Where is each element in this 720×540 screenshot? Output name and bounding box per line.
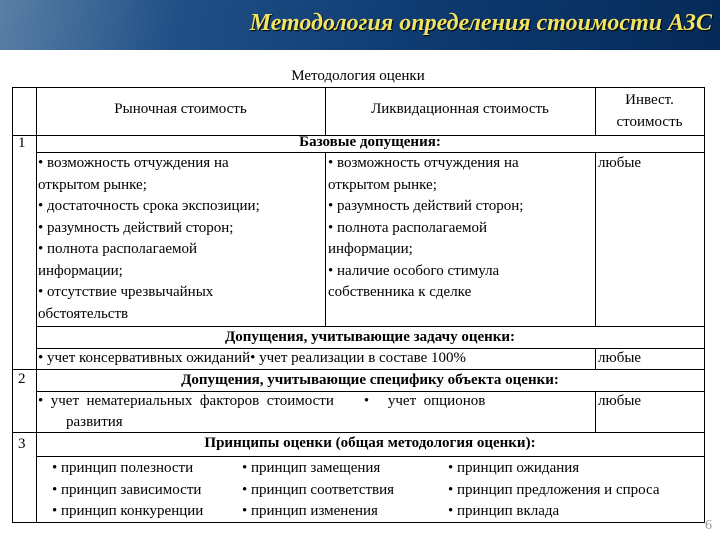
list-item: • полнота располагаемой [328,219,488,236]
title-banner [0,0,720,50]
list-item: обстоятельств [38,305,129,322]
principle: • принцип зависимости [52,482,202,498]
divider [595,391,596,432]
divider [12,87,13,523]
list-item: • полнота располагаемой [38,241,198,257]
task-assumptions: • учет консервативных ожиданий• учет реализации в составе 100% [38,350,467,366]
divider [12,87,704,88]
row-number: 1 [18,135,26,151]
page-number: 6 [705,518,712,533]
section-heading: Базовые допущения: [299,134,441,150]
slide-title: Методология определения стоимости АЗС [249,10,712,36]
section-heading: Принципы оценки (общая методология оценки): [204,435,536,451]
market-assumptions [38,153,260,325]
list-item: открытом рынке; [328,176,437,193]
list-item: • отсутствие чрезвычайных [38,284,214,300]
principle: • принцип изменения [242,503,378,519]
list-item: • достаточность срока экспозиции; [38,198,260,214]
principle: • принцип вклада [448,503,560,519]
row-number: 2 [18,371,26,387]
list-item: • разумность действий сторон; [328,198,524,214]
divider [595,152,596,326]
list-item: • наличие особого стимула [328,262,500,279]
object-assumptions: • учет нематериальных факторов стоимости • учет опционов [38,393,486,409]
principle: • принцип конкуренции [52,503,204,519]
liquidation-assumptions [328,153,523,304]
column-header-liquidation: Ликвидационная стоимость [371,101,549,117]
list-item: информации; [38,262,123,279]
invest-value: любые [598,393,642,409]
principle: • принцип соответствия [242,482,395,498]
row-number: 3 [18,436,26,452]
principle: • принцип ожидания [448,460,580,476]
principle: • принцип замещения [242,460,381,476]
invest-value: любые [598,350,642,366]
divider [704,87,705,523]
section-heading: Допущения, учитывающие специфику объекта оценки: [181,372,559,388]
divider [595,348,596,369]
list-item: собственника к сделке [328,284,472,300]
list-item: информации; [328,241,413,257]
list-item: • возможность отчуждения на [38,155,229,171]
column-header-market: Рыночная стоимость [114,101,247,117]
table-caption: Методология оценки [291,68,425,84]
divider [36,456,704,457]
invest-value: любые [598,155,642,171]
list-item: • возможность отчуждения на [328,155,519,171]
list-item: • разумность действий сторон; [38,219,234,236]
column-header-invest: Инвест. стоимость [616,92,683,130]
section-heading: Допущения, учитывающие задачу оценки: [224,329,516,345]
list-item: открытом рынке; [38,176,147,193]
divider [325,152,326,326]
object-assumptions-cont: развития [66,414,123,430]
principle: • принцип предложения и спроса [448,482,660,498]
principle: • принцип полезности [52,460,194,476]
